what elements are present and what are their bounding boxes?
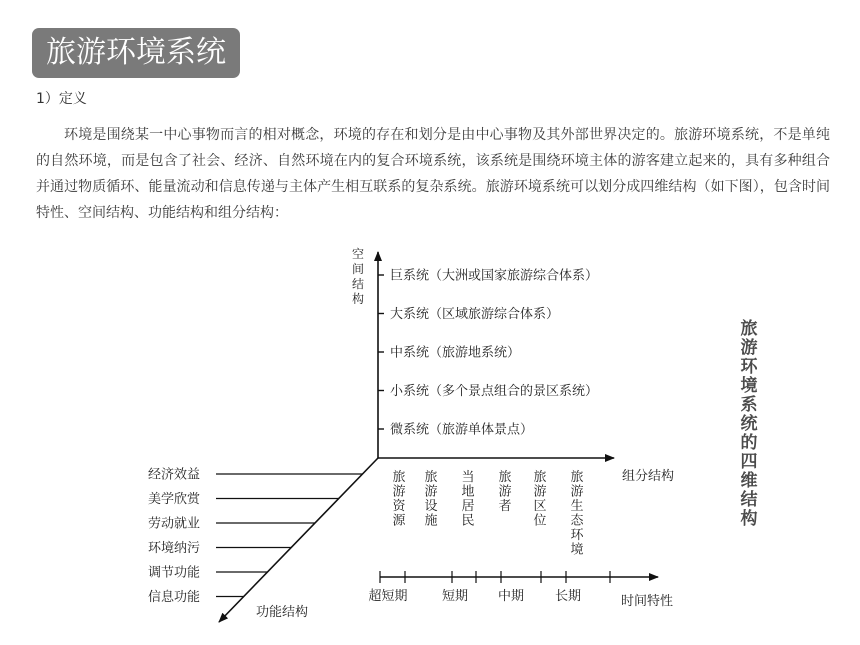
function-item: 经济效益 <box>148 467 201 483</box>
function-axis-line <box>219 458 378 622</box>
definition-label: 1）定义 <box>36 91 87 107</box>
time-item: 中期 <box>497 589 525 604</box>
spatial-item: 巨系统（大洲或国家旅游综合体系） <box>390 268 599 284</box>
diagram-side-title: 旅游环境系统的四维结构 <box>740 319 758 529</box>
component-item <box>461 469 474 529</box>
page-title: 旅游环境系统 <box>32 28 240 78</box>
spatial-item: 中系统（旅游地系统） <box>390 345 521 361</box>
component-item-char: 居 <box>461 499 475 514</box>
component-item-char: 游 <box>392 484 406 500</box>
time-item: 短期 <box>441 589 469 604</box>
function-item: 劳动就业 <box>148 516 201 532</box>
component-item-char: 游 <box>424 484 438 500</box>
component-item-char: 设 <box>424 499 438 514</box>
component-item <box>570 470 584 558</box>
definition-paragraph: 环境是围绕某一中心事物而言的相对概念，环境的存在和划分是由中心事物及其外部世界决定的。旅游环境系统，不是单纯的自然环境，而是包含了社会、经济、自然环境在内的复合环境系统，该系统是围绕环境主体的游客建立起来的，具有多种组合并通过物质循环、能量流动和信息传递与主体产生相互联系的复杂系统。旅游环境系统可以划分成四维结构（如下图），包含时间特性、空间结构、功能结构和组分结构： <box>36 127 830 221</box>
component-item-char: 区 <box>533 499 547 514</box>
spatial-axis-label-char: 间 <box>352 262 365 276</box>
component-item-char: 境 <box>570 542 584 558</box>
component-item <box>424 470 437 529</box>
component-item-char: 旅 <box>498 470 512 485</box>
spatial-item: 微系统（旅游单体景点） <box>390 422 534 438</box>
component-item-char: 源 <box>392 513 406 529</box>
spatial-axis-label <box>352 246 364 306</box>
component-item-char: 旅 <box>392 470 406 485</box>
component-item-char: 民 <box>461 513 475 529</box>
component-axis-label: 组分结构 <box>622 469 675 484</box>
component-item-char: 旅 <box>533 470 547 485</box>
component-item <box>392 470 406 529</box>
component-item-char: 游 <box>533 484 547 500</box>
function-item: 美学欣赏 <box>148 492 201 507</box>
component-item-char: 地 <box>461 484 475 500</box>
component-item-char: 资 <box>392 499 406 514</box>
component-item-char: 环 <box>570 528 584 543</box>
component-item <box>498 470 511 514</box>
component-item <box>533 470 546 529</box>
component-item-char: 位 <box>533 513 547 529</box>
function-item: 调节功能 <box>148 565 201 581</box>
time-item: 超短期 <box>368 589 408 604</box>
spatial-item: 小系统（多个景点组合的景区系统） <box>390 384 599 399</box>
component-item-char: 者 <box>498 499 512 514</box>
component-item-char: 态 <box>570 513 584 529</box>
component-item-char: 旅 <box>570 470 584 485</box>
component-item-char: 当 <box>461 470 475 485</box>
component-item-char: 旅 <box>424 470 438 485</box>
function-axis-label: 功能结构 <box>256 605 309 620</box>
component-item-char: 施 <box>424 513 438 529</box>
component-item-char: 生 <box>570 499 584 514</box>
spatial-axis-label-char: 空 <box>352 247 365 261</box>
component-item-char: 游 <box>498 484 512 500</box>
time-item: 长期 <box>554 589 582 604</box>
spatial-item: 大系统（区域旅游综合体系） <box>390 307 560 322</box>
component-item-char: 游 <box>570 484 584 500</box>
function-item: 环境纳污 <box>148 541 201 556</box>
spatial-axis-label-char: 构 <box>352 292 365 306</box>
function-item: 信息功能 <box>148 590 201 605</box>
spatial-axis-label-char: 结 <box>352 277 365 291</box>
time-axis-label: 时间特性 <box>621 594 674 609</box>
